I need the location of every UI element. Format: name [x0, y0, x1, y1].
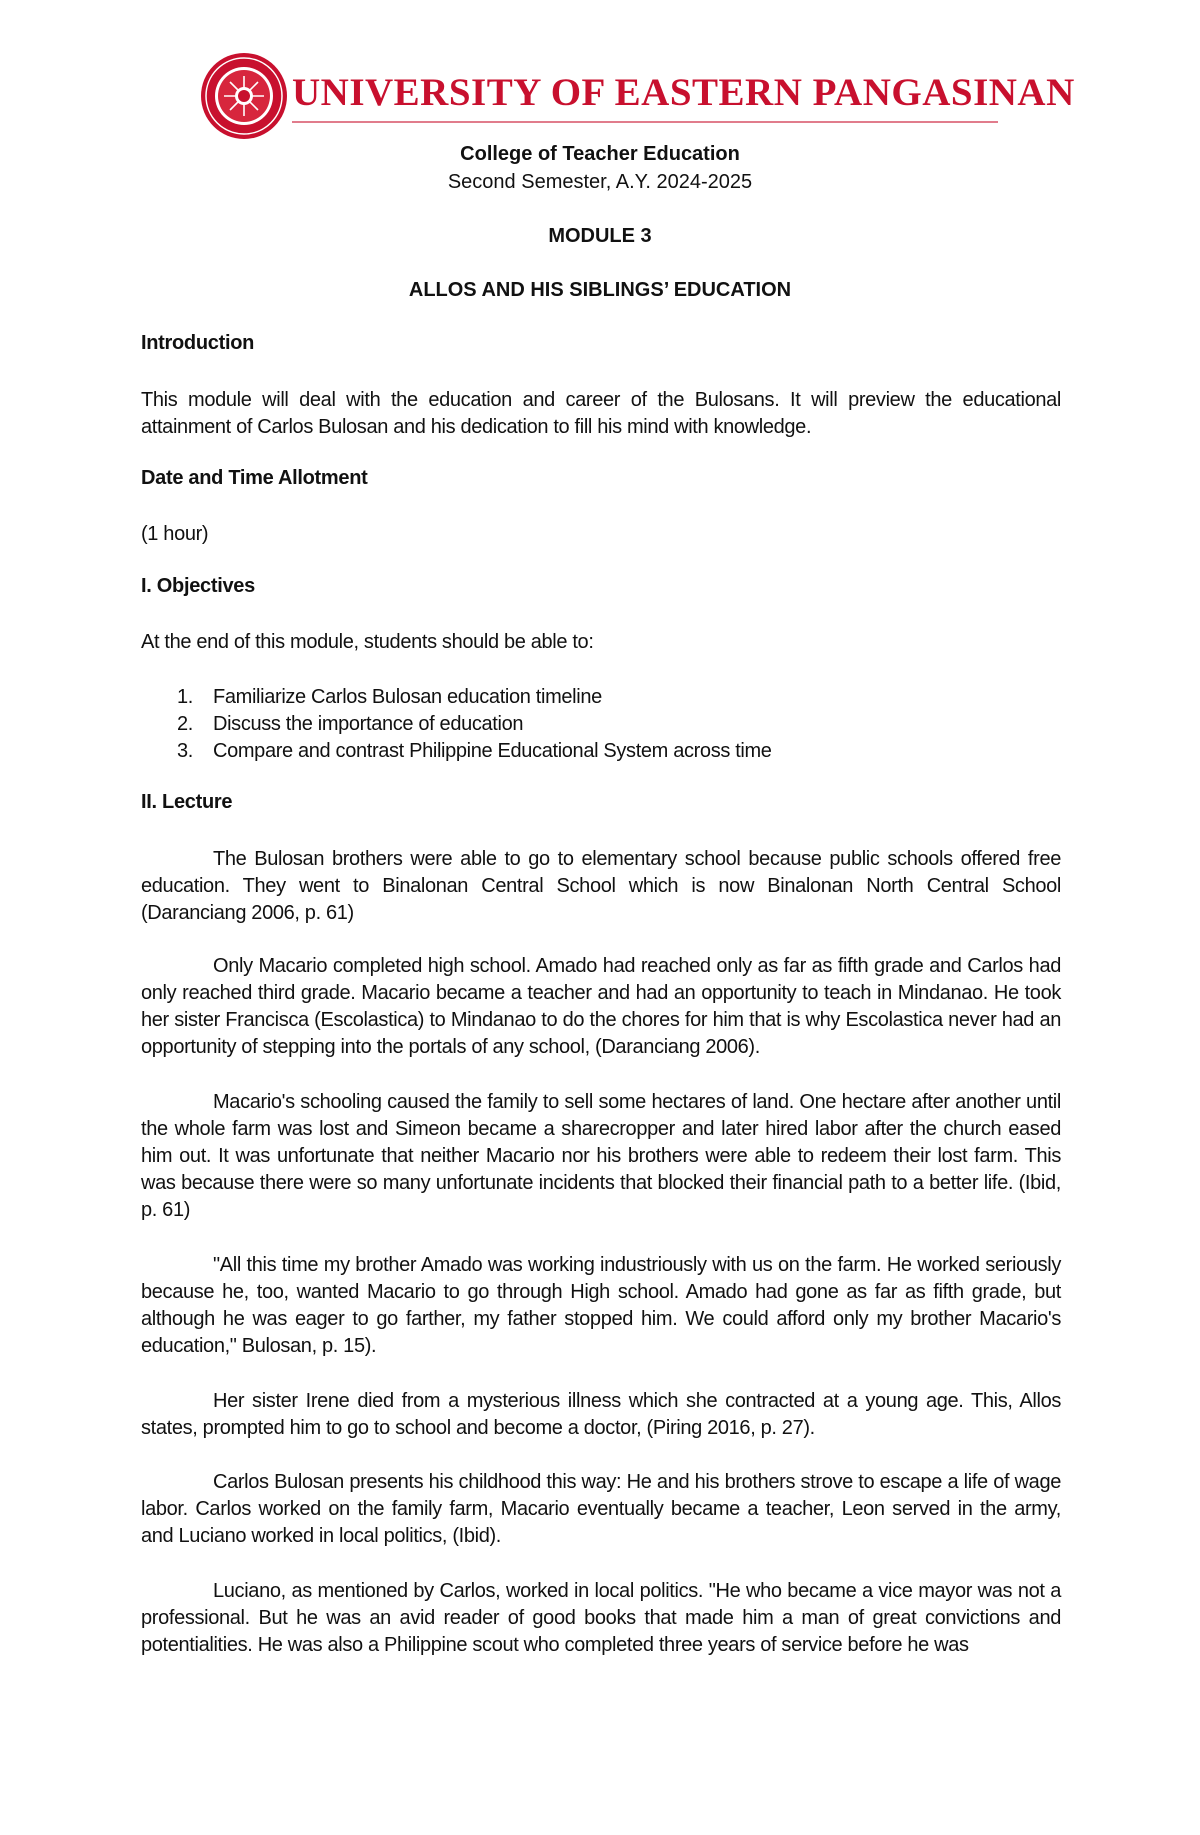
- header-divider: [292, 121, 998, 123]
- college-name: College of Teacher Education: [460, 143, 740, 165]
- university-seal-icon: [200, 52, 288, 140]
- lecture-paragraph: Macario's schooling caused the family to sell some hectares of land. One hectare after another until the whole farm was lost and Simeon became a sharecropper and later hired labor after the church eased him out. It was unfortunate that neither Macario nor his brothers were able to redeem their lost farm. This was because there were so many unfortunate incidents that blocked their financial path to a better life. (Ibid, p. 61): [141, 1091, 1061, 1221]
- list-number: 2.: [177, 713, 193, 735]
- objectives-list: [141, 684, 772, 765]
- objectives-heading: I. Objectives: [141, 575, 255, 597]
- semester-line: Second Semester, A.Y. 2024-2025: [447, 171, 753, 193]
- module-label: MODULE 3: [548, 225, 652, 247]
- module-title: ALLOS AND HIS SIBLINGS’ EDUCATION: [408, 279, 792, 301]
- objectives-intro: At the end of this module, students should be able to:: [141, 631, 594, 653]
- lecture-paragraph: Carlos Bulosan presents his childhood this way: He and his brothers strove to escape a life of wage labor. Carlos worked on the family farm, Macario eventually became a teacher, Leon served in the army, and Luciano worked in local politics, (Ibid).: [141, 1471, 1061, 1547]
- university-header: [200, 52, 1075, 140]
- list-item: [141, 684, 772, 711]
- introduction-heading: Introduction: [141, 332, 255, 354]
- list-item: [141, 711, 772, 738]
- lecture-paragraph: The Bulosan brothers were able to go to elementary school because public schools offered free education. They went to Binalonan Central School which is now Binalonan North Central School (Daranciang 2006, p. 61): [141, 848, 1061, 924]
- list-text: Discuss the importance of education: [213, 713, 524, 735]
- list-item: [141, 738, 772, 765]
- lecture-paragraph: Only Macario completed high school. Amado had reached only as far as fifth grade and Carlos had only reached third grade. Macario became a teacher and had an opportunity to teach in Mindanao. He took her sister Francisca (Escolastica) to Mindanao to do the chores for him that is why Escolastica never had an opportunity of stepping into the portals of any school, (Daranciang 2006).: [141, 955, 1061, 1058]
- lecture-paragraph: Her sister Irene died from a mysterious illness which she contracted at a young age. This, Allos states, prompted him to go to school and become a doctor, (Piring 2016, p. 27).: [141, 1390, 1061, 1439]
- lecture-heading: II. Lecture: [141, 791, 233, 813]
- list-text: Familiarize Carlos Bulosan education timeline: [213, 686, 602, 708]
- allotment-heading: Date and Time Allotment: [141, 467, 368, 489]
- allotment-text: (1 hour): [141, 523, 209, 545]
- lecture-paragraph: "All this time my brother Amado was working industriously with us on the farm. He worked seriously because he, too, wanted Macario to go through High school. Amado had gone as far as fifth grade, but although he was eager to go farther, my father stopped him. We could afford only my brother Macario's education," Bulosan, p. 15).: [141, 1254, 1061, 1357]
- introduction-text: This module will deal with the education and career of the Bulosans. It will preview the educational attainment of Carlos Bulosan and his dedication to fill his mind with knowledge.: [141, 389, 1061, 438]
- university-name: UNIVERSITY OF EASTERN PANGASINAN: [292, 71, 1075, 114]
- list-text: Compare and contrast Philippine Educational System across time: [213, 740, 772, 762]
- lecture-paragraph: Luciano, as mentioned by Carlos, worked in local politics. "He who became a vice mayor was not a professional. But he was an avid reader of good books that made him a man of great convictions and potentialities. He was also a Philippine scout who completed three years of service before he was: [141, 1580, 1061, 1656]
- list-number: 1.: [177, 686, 193, 708]
- list-number: 3.: [177, 740, 193, 762]
